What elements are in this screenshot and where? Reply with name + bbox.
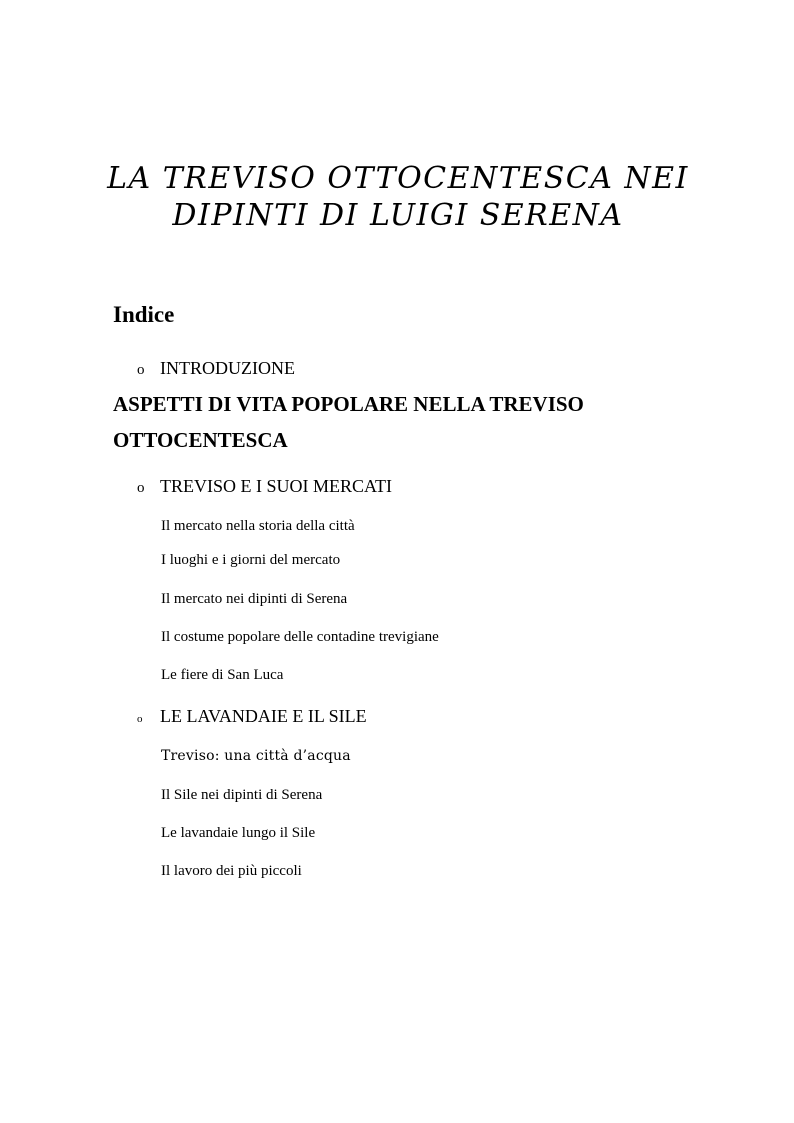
title-line-1: LA TREVISO OTTOCENTESCA NEI [107, 161, 689, 196]
toc-item-lavandaie[interactable] [137, 706, 367, 727]
toc-subitem[interactable]: Il lavoro dei più piccoli [161, 863, 302, 879]
document-title [100, 160, 696, 234]
index-heading: Indice [113, 302, 175, 327]
toc-subitem[interactable]: Il mercato nella storia della città [161, 518, 355, 534]
toc-item-label: TREVISO E I SUOI MERCATI [160, 476, 392, 496]
toc-section-line-1[interactable]: ASPETTI DI VITA POPOLARE NELLA TREVISO [113, 392, 584, 416]
bullet-icon: o [137, 480, 145, 496]
toc-subitem[interactable]: Treviso: una città d’acqua [161, 748, 351, 764]
toc-subitem[interactable]: Il costume popolare delle contadine trevigiane [161, 629, 439, 645]
toc-subitem[interactable]: Le lavandaie lungo il Sile [161, 825, 316, 841]
toc-subitem[interactable]: I luoghi e i giorni del mercato [161, 552, 341, 568]
toc-subitem[interactable]: Il mercato nei dipinti di Serena [161, 591, 348, 607]
toc-subitem[interactable]: Il Sile nei dipinti di Serena [161, 787, 323, 803]
toc-subitem[interactable]: Le fiere di San Luca [161, 667, 284, 683]
bullet-icon: o [137, 713, 143, 725]
toc-item-mercati[interactable] [137, 476, 392, 497]
toc-item-label: LE LAVANDAIE E IL SILE [160, 706, 367, 726]
toc-section-line-2[interactable]: OTTOCENTESCA [113, 428, 288, 452]
bullet-icon: o [137, 362, 145, 378]
toc-item-introduzione[interactable] [137, 358, 295, 379]
title-line-2: DIPINTI DI LUIGI SERENA [172, 198, 624, 233]
toc-item-label: INTRODUZIONE [160, 358, 295, 378]
